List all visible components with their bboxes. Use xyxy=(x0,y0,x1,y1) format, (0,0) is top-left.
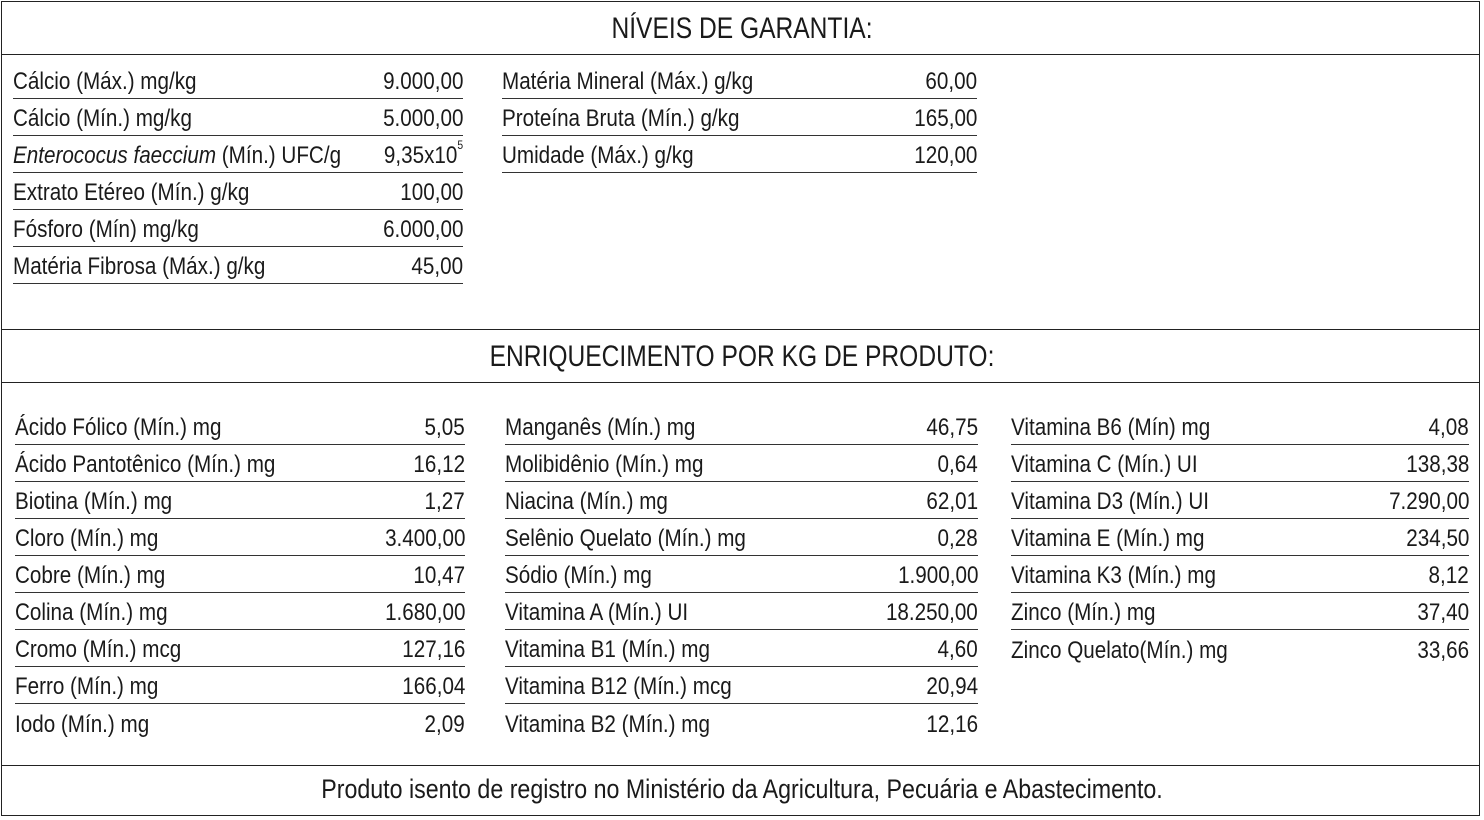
table-row xyxy=(15,556,465,593)
row-label: Extrato Etéreo (Mín.) g/kg xyxy=(13,179,250,206)
row-value: 9.000,00 xyxy=(382,68,463,95)
table-row xyxy=(502,62,977,99)
row-value: 165,00 xyxy=(913,105,977,132)
table-row xyxy=(502,136,977,173)
table-row xyxy=(505,519,978,556)
row-label: Molibidênio (Mín.) mg xyxy=(505,451,704,478)
row-value: 0,64 xyxy=(937,451,978,478)
row-label: Vitamina B6 (Mín) mg xyxy=(1011,414,1211,441)
row-value: 120,00 xyxy=(913,142,977,169)
row-value: 4,08 xyxy=(1428,414,1469,441)
row-value: 234,50 xyxy=(1405,525,1469,552)
table-row xyxy=(1011,519,1469,556)
table-row xyxy=(1011,556,1469,593)
table-row xyxy=(505,482,978,519)
table-row xyxy=(15,445,465,482)
row-value: 6.000,00 xyxy=(382,216,463,243)
row-label: Ácido Pantotênico (Mín.) mg xyxy=(15,451,276,478)
row-label: Cromo (Mín.) mcg xyxy=(15,636,182,663)
enriquecimento-column-2 xyxy=(505,408,978,741)
row-value: 60,00 xyxy=(925,68,977,95)
row-label: Iodo (Mín.) mg xyxy=(15,711,150,738)
row-value: 1.680,00 xyxy=(384,599,465,626)
row-label: Biotina (Mín.) mg xyxy=(15,488,173,515)
row-value: 3.400,00 xyxy=(384,525,465,552)
row-label: Matéria Mineral (Máx.) g/kg xyxy=(502,68,754,95)
table-row xyxy=(1011,408,1469,445)
table-row xyxy=(505,556,978,593)
table-row xyxy=(505,667,978,704)
row-value: 10,47 xyxy=(413,562,465,589)
row-label: Ácido Fólico (Mín.) mg xyxy=(15,414,222,441)
table-row xyxy=(502,99,977,136)
row-value: 8,12 xyxy=(1428,562,1469,589)
table-row xyxy=(13,247,463,284)
table-row xyxy=(15,704,465,741)
enriquecimento-column-1 xyxy=(15,408,465,741)
row-label: Vitamina B12 (Mín.) mcg xyxy=(505,673,732,700)
divider-lower xyxy=(1,382,1480,383)
table-row xyxy=(15,630,465,667)
row-label: Vitamina A (Mín.) UI xyxy=(505,599,689,626)
niveis-column-2 xyxy=(502,62,977,173)
row-value: 2,09 xyxy=(424,711,465,738)
row-value: 12,16 xyxy=(926,711,978,738)
row-value: 45,00 xyxy=(411,253,463,280)
row-label: Proteína Bruta (Mín.) g/kg xyxy=(502,105,740,132)
row-value: 16,12 xyxy=(413,451,465,478)
table-row xyxy=(505,408,978,445)
row-value: 37,40 xyxy=(1417,599,1469,626)
table-row xyxy=(13,173,463,210)
row-label: Fósforo (Mín) mg/kg xyxy=(13,216,199,243)
row-label: Vitamina B1 (Mín.) mg xyxy=(505,636,710,663)
row-label: Cálcio (Mín.) mg/kg xyxy=(13,105,192,132)
table-row xyxy=(13,99,463,136)
niveis-column-1 xyxy=(13,62,463,284)
row-value: 7.290,00 xyxy=(1388,488,1469,515)
table-row xyxy=(505,445,978,482)
table-row xyxy=(13,136,463,173)
footer-note: Produto isento de registro no Ministério da Agricultura, Pecuária e Abastecimento. xyxy=(321,774,1163,804)
row-value: 62,01 xyxy=(926,488,978,515)
row-value: 33,66 xyxy=(1417,637,1469,664)
row-label: Umidade (Máx.) g/kg xyxy=(502,142,694,169)
row-label: Ferro (Mín.) mg xyxy=(15,673,159,700)
table-row xyxy=(1011,630,1469,667)
table-row xyxy=(505,593,978,630)
row-label: Vitamina B2 (Mín.) mg xyxy=(505,711,710,738)
table-row xyxy=(505,630,978,667)
enriquecimento-column-3 xyxy=(1011,408,1469,667)
row-label: Selênio Quelato (Mín.) mg xyxy=(505,525,746,552)
row-value: 166,04 xyxy=(401,673,465,700)
row-value: 46,75 xyxy=(926,414,978,441)
row-value: 20,94 xyxy=(926,673,978,700)
row-label: Cloro (Mín.) mg xyxy=(15,525,159,552)
table-row xyxy=(15,667,465,704)
row-label: Niacina (Mín.) mg xyxy=(505,488,668,515)
row-value: 5.000,00 xyxy=(382,105,463,132)
row-label: Enterococus faeccium (Mín.) UFC/g xyxy=(13,142,342,169)
row-label: Vitamina D3 (Mín.) UI xyxy=(1011,488,1210,515)
row-label: Zinco (Mín.) mg xyxy=(1011,599,1156,626)
row-value: 1.900,00 xyxy=(897,562,978,589)
row-label: Zinco Quelato(Mín.) mg xyxy=(1011,637,1228,664)
row-label: Cobre (Mín.) mg xyxy=(15,562,166,589)
table-row xyxy=(15,482,465,519)
row-value: 138,38 xyxy=(1405,451,1469,478)
row-label: Cálcio (Máx.) mg/kg xyxy=(13,68,197,95)
divider-top xyxy=(1,54,1480,55)
row-label: Vitamina K3 (Mín.) mg xyxy=(1011,562,1216,589)
row-label: Sódio (Mín.) mg xyxy=(505,562,652,589)
divider-footer xyxy=(1,765,1480,766)
row-label: Colina (Mín.) mg xyxy=(15,599,168,626)
table-row xyxy=(1011,445,1469,482)
row-value: 127,16 xyxy=(401,636,465,663)
row-value: 100,00 xyxy=(399,179,463,206)
table-row xyxy=(13,210,463,247)
row-value: 4,60 xyxy=(937,636,978,663)
row-label: Vitamina E (Mín.) mg xyxy=(1011,525,1205,552)
table-row xyxy=(1011,593,1469,630)
divider-middle xyxy=(1,329,1480,330)
niveis-title: NÍVEIS DE GARANTIA: xyxy=(611,12,873,45)
enriquecimento-title: ENRIQUECIMENTO POR KG DE PRODUTO: xyxy=(489,340,995,373)
row-label: Matéria Fibrosa (Máx.) g/kg xyxy=(13,253,266,280)
row-value: 5,05 xyxy=(424,414,465,441)
row-value: 0,28 xyxy=(937,525,978,552)
row-label: Vitamina C (Mín.) UI xyxy=(1011,451,1198,478)
table-row xyxy=(505,704,978,741)
table-row xyxy=(15,593,465,630)
table-row xyxy=(15,519,465,556)
table-row xyxy=(15,408,465,445)
row-value: 1,27 xyxy=(424,488,465,515)
table-row xyxy=(13,62,463,99)
row-value: 18.250,00 xyxy=(886,599,978,626)
row-label: Manganês (Mín.) mg xyxy=(505,414,696,441)
row-value: $9,35x10^5$ xyxy=(383,138,463,169)
table-row xyxy=(1011,482,1469,519)
